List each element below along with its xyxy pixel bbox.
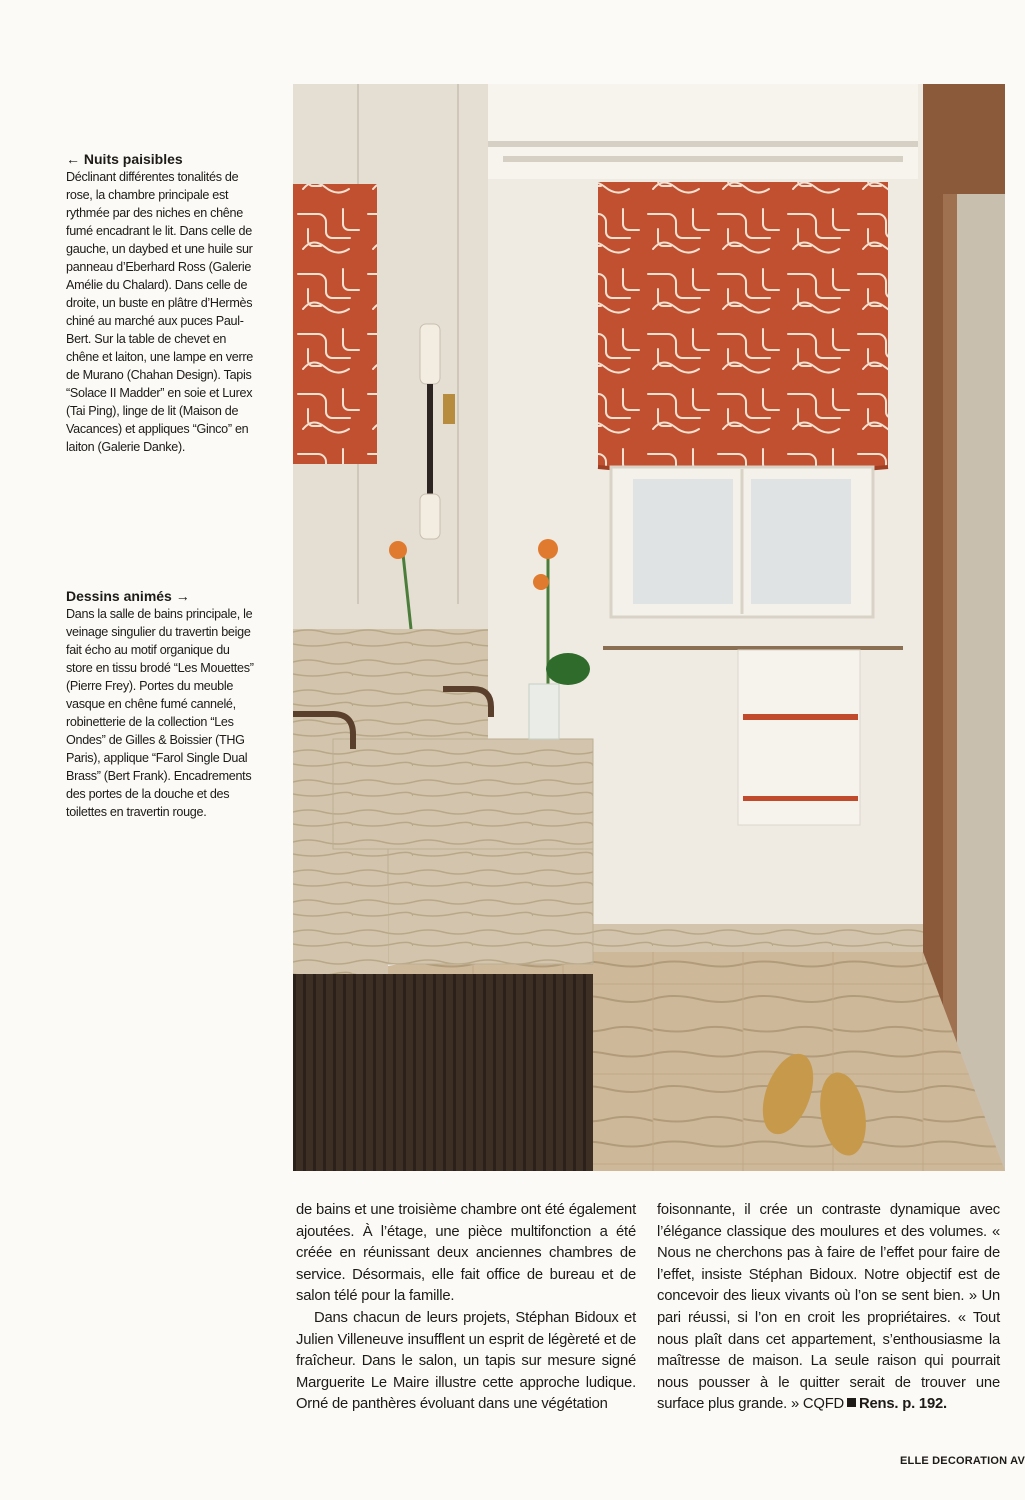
caption-title: ← Nuits paisibles [66, 151, 183, 167]
body-paragraph: de bains et une troisième chambre ont été également ajoutées. À l’étage, une pièce multifonction a été créée en réunissant deux anciennes chambres de service. Désormais, elle fait office de bureau et de salon télé pour la famille. [296, 1202, 636, 1305]
reference-note: Rens. p. 192. [859, 1396, 947, 1413]
caption-text: Dans la salle de bains principale, le veinage singulier du travertin beige fait écho au motif organique du store en tissu brodé “Les Mouettes” (Pierre Frey). Portes du meuble vasque en chêne fumé cannelé, robinetterie de la collection “Les Ondes” de Gilles & Boissier (THG Paris), applique “Farol Single Dual Brass” (Bert Frank). Encadrements des portes de la douche et des toilettes en travertin rouge. [66, 607, 254, 819]
bathroom-illustration [293, 84, 1005, 1171]
body-paragraph: Dans chacun de leurs projets, Stéphan Bidoux et Julien Villeneuve insufflent un esprit de légèreté et de fraîcheur. Dans le salon, un tapis sur mesure signé Marguerite Le Maire illustre cette approche ludique. Orné de panthères évoluant dans une végétation [296, 1309, 636, 1413]
caption-dessins-animes [66, 587, 256, 821]
caption-title: Dessins animés → [66, 588, 190, 604]
body-column-1 [296, 1200, 636, 1416]
page-footer: ELLE DECORATION AV [899, 1455, 1025, 1467]
caption-text: Déclinant différentes tonalités de rose, la chambre principale est rythmée par des niches en chêne fumé encadrant le lit. Dans celle de gauche, un daybed et une huile sur panneau d’Eberhard Ross (Galerie Amélie du Chalard). Dans celle de droite, un buste en plâtre d’Hermès chiné au marché aux puces Paul-Bert. Sur la table de chevet en chêne et laiton, une lampe en verre de Murano (Chahan Design). Tapis “Solace II Madder” en soie et Lurex (Tai Ping), linge de lit (Maison de Vacances) et appliques “Ginco” en laiton (Galerie Danke). [66, 170, 253, 454]
body-paragraph [657, 1200, 1000, 1416]
caption-nuits-paisibles [66, 150, 256, 456]
bathroom-photo [293, 84, 1005, 1171]
body-paragraph-text: foisonnante, il crée un contraste dynamique avec l’élégance classique des moulures et des volumes. « Nous ne cherchons pas à faire de l’effet pour faire de l’effet, insiste Stéphan Bidoux. Notre objectif est de concevoir des lieux vivants où l’on se sent bien. » Un pari réussi, si l’on en croit les propriétaires. « Tout nous plaît dans cet appartement, s’enthousiasme la maîtresse de maison. La seule raison qui pourrait nous pousser à le quitter serait de trouver une surface plus grande. » CQFD [657, 1202, 1000, 1413]
end-mark-icon [847, 1398, 856, 1407]
body-column-2 [657, 1200, 1000, 1416]
